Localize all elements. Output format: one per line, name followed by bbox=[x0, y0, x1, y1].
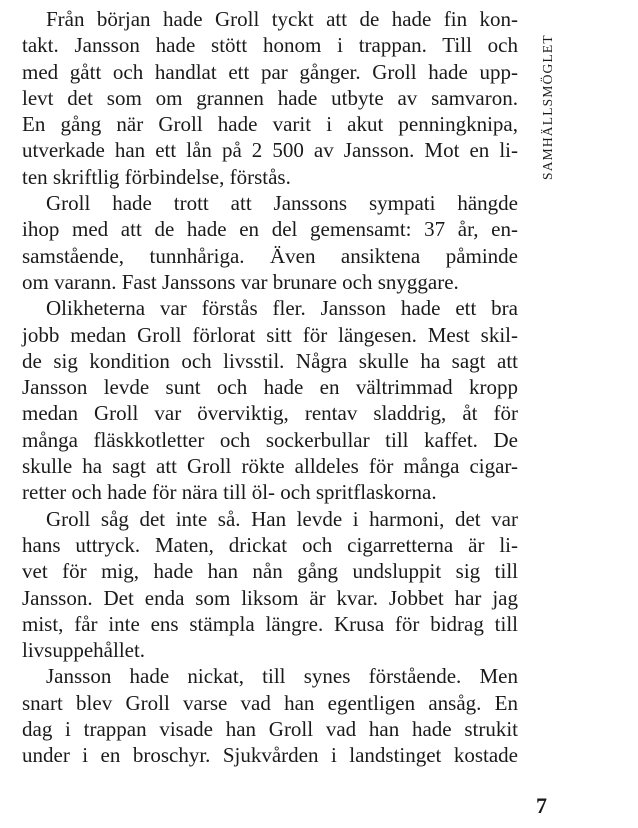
text-line: vet för mig, hade han nån gång undsluppit sig till bbox=[22, 559, 518, 584]
text-line: Jansson. Det enda som liksom är kvar. Jobbet har jag bbox=[22, 585, 518, 610]
text-line: jobb medan Groll förlorat sitt för längesen. Mest skil- bbox=[22, 322, 518, 347]
text-line: Jansson levde sunt och hade en vältrimmad kropp bbox=[22, 375, 518, 400]
text-line: många fläskkotletter och sockerbullar till kaffet. De bbox=[22, 427, 518, 452]
text-line: medan Groll var överviktig, rentav sladdrig, åt för bbox=[22, 401, 518, 426]
text-line: under i en broschyr. Sjukvården i landstinget kostade bbox=[22, 743, 518, 768]
text-line: Från början hade Groll tyckt att de hade fin kon- bbox=[46, 7, 518, 31]
running-head: SAMHÄLLSMÖGLET bbox=[540, 34, 555, 180]
page-number: 7 bbox=[536, 793, 547, 818]
text-line: ihop med att de hade en del gemensamt: 37 år, en- bbox=[22, 217, 518, 242]
text-line: Groll såg det inte så. Han levde i harmoni, det var bbox=[46, 506, 518, 531]
text-line: livsuppehållet. bbox=[22, 638, 146, 663]
text-line: Olikheterna var förstås fler. Jansson hade ett bra bbox=[46, 296, 518, 321]
text-line: levt det som om grannen hade utbyte av samvaron. bbox=[22, 85, 518, 110]
text-line: de sig kondition och livsstil. Några skulle ha sagt att bbox=[22, 348, 518, 373]
text-line: takt. Jansson hade stött honom i trappan. Till och bbox=[22, 33, 518, 58]
text-line: mist, får inte ens stämpla längre. Krusa för bidrag till bbox=[22, 611, 518, 636]
text-line: dag i trappan visade han Groll vad han hade strukit bbox=[22, 717, 518, 742]
text-line: hans uttryck. Maten, drickat och cigarretterna är li- bbox=[22, 532, 518, 557]
text-line: om varann. Fast Janssons var brunare och snyggare. bbox=[22, 269, 459, 294]
text-line: med gått och handlat ett par gånger. Groll hade upp- bbox=[22, 59, 518, 84]
text-line: samstående, tunnhåriga. Även ansiktena påminde bbox=[22, 243, 518, 268]
text-line: En gång när Groll hade varit i akut penningknipa, bbox=[22, 112, 518, 137]
text-line: retter och hade för nära till öl- och spritflaskorna. bbox=[22, 480, 437, 505]
text-line: Jansson hade nickat, till synes förstående. Men bbox=[46, 664, 518, 689]
text-line: skulle ha sagt att Groll rökte alldeles för många cigar- bbox=[22, 454, 518, 479]
text-line: ten skriftlig förbindelse, förstås. bbox=[22, 164, 291, 189]
text-line: snart blev Groll varse vad han egentligen ansåg. En bbox=[22, 690, 518, 715]
body-text bbox=[22, 6, 518, 769]
text-line: Groll hade trott att Janssons sympati hängde bbox=[46, 191, 518, 216]
text-line: utverkade han ett lån på 2 500 av Jansson. Mot en li- bbox=[22, 138, 518, 163]
